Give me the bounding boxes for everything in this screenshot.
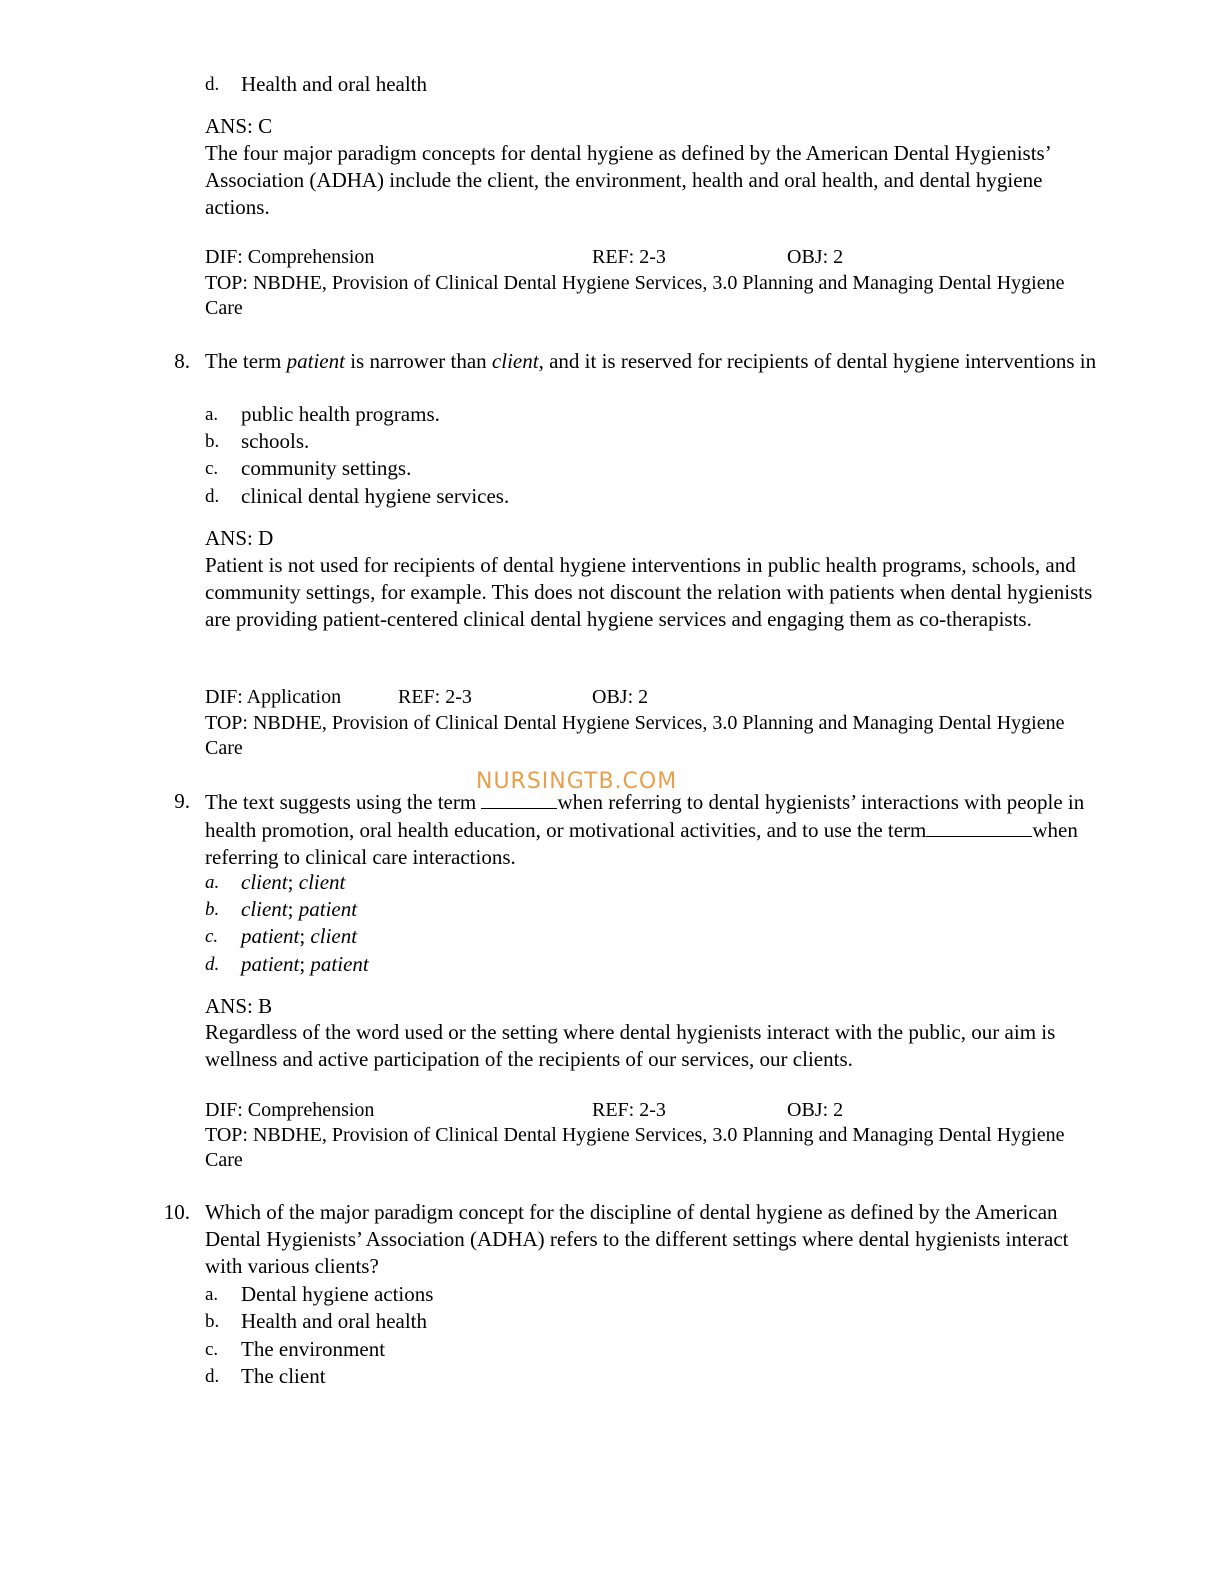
q8-topic: TOP: NBDHE, Provision of Clinical Dental Hygiene Services, 3.0 Planning and Managing Dental Hygiene Care: [205, 712, 1065, 759]
question-number-10: 10.: [163, 1200, 190, 1224]
q8-answer: ANS: D: [205, 526, 274, 550]
q9-answer: ANS: B: [205, 994, 273, 1018]
ref-label: REF: 2-3: [592, 246, 666, 268]
blank-2: [926, 816, 1032, 837]
option-text: Health and oral health: [241, 72, 428, 96]
blank-1: [481, 788, 557, 809]
watermark: NURSINGTB.COM: [476, 769, 678, 794]
obj-label: OBJ: 2: [592, 686, 649, 708]
q8-rationale: Patient is not used for recipients of dental hygiene interventions in public health programs, schools, and community settings, for example. This does not discount the relation with patients when dental hygienists are providing patient-centered clinical dental hygiene services and engaging them as co-therapists.: [205, 553, 1093, 631]
dif-label: DIF: Comprehension: [205, 246, 375, 268]
question-10-stem: Which of the major paradigm concept for the discipline of dental hygiene as defined by the American Dental Hygienists’ Association (ADHA) refers to the different settings where dental hygienists interact with various clients?: [205, 1200, 1069, 1278]
ref-label: REF: 2-3: [592, 1099, 666, 1121]
question-number-8: 8.: [174, 349, 190, 373]
question-8-stem: The term patient is narrower than client, and it is reserved for recipients of dental hygiene interventions in: [205, 349, 1097, 373]
option-letter: d.: [205, 74, 220, 95]
dif-label: DIF: Comprehension: [205, 1099, 375, 1121]
q9-topic: TOP: NBDHE, Provision of Clinical Dental Hygiene Services, 3.0 Planning and Managing Dental Hygiene Care: [205, 1124, 1065, 1171]
obj-label: OBJ: 2: [787, 1099, 844, 1121]
obj-label: OBJ: 2: [787, 246, 844, 268]
question-9-stem: The text suggests using the term when referring to dental hygienists’ interactions with people in health promotion, oral health education, or motivational activities, and to use the term when referring to clinical care interactions.: [205, 790, 1085, 869]
prev-answer: ANS: C: [205, 114, 273, 138]
dif-label: DIF: Application: [205, 686, 342, 708]
question-number-9: 9.: [174, 789, 190, 813]
prev-topic: TOP: NBDHE, Provision of Clinical Dental Hygiene Services, 3.0 Planning and Managing Dental Hygiene Care: [205, 272, 1065, 319]
prev-rationale: The four major paradigm concepts for dental hygiene as defined by the American Dental Hygienists’ Association (ADHA) include the client, the environment, health and oral health, and dental hygiene actions.: [205, 141, 1051, 219]
document-page: d. Health and oral health ANS: C The four major paradigm concepts for dental hygiene as defined by the American Dental Hygienists’ Association (ADHA) include the client, the environment, health and oral health, and dental hygiene actions. DIF: Comprehension REF: 2-3 OBJ: 2 TOP: NBDHE, Provision of Clinical Dental Hygiene Services, 3.0 Planning and Managing Dental Hygiene Care 8. The term patient is narrower than client, and it is reserved for recipients of dental hygiene interventions in a. public health programs. b. schools. c. community settings. d. clinical dental hygiene services. ANS: D Patient is not used for recipients of dental hygiene interventions in public health programs, schools, and community settings, for example. This does not discount the relation with patients when dental hygienists are providing patient-centered clinical dental hygiene services and engaging them as co-therapists. DIF: Application REF: 2-3 OBJ: 2 TOP: NBDHE, Provision of Clinical Dental Hygiene Services, 3.0 Planning and Managing Dental Hygiene Care NURSINGTB.COM 9. The text suggests using the term when referring to dental hygienists’ interactions with people in health promotion, oral health education, or motivational activities, and to use the term when referring to clinical care interactions. a. client; client b. client; patient c. patient; client d. patient; patient ANS: B Regardless of the word used or the setting where dental hygienists interact with the public, our aim is wellness and active participation of the recipients of our services, our clients. DIF: Comprehension REF: 2-3 OBJ: 2 TOP: NBDHE, Provision of Clinical Dental Hygiene Services, 3.0 Planning and Managing Dental Hygiene Care 10. Which of the major paradigm concept for the discipline of dental hygiene as defined by the American Dental Hygienists’ Association (ADHA) refers to the different settings where dental hygienists interact with various clients? a. Dental hygiene actions b. Health and oral health c. The environment d. The client: [0, 0, 1224, 1584]
ref-label: REF: 2-3: [398, 686, 472, 708]
q9-rationale: Regardless of the word used or the setting where dental hygienists interact with the public, our aim is wellness and active participation of the recipients of our services, our clients.: [205, 1020, 1056, 1071]
